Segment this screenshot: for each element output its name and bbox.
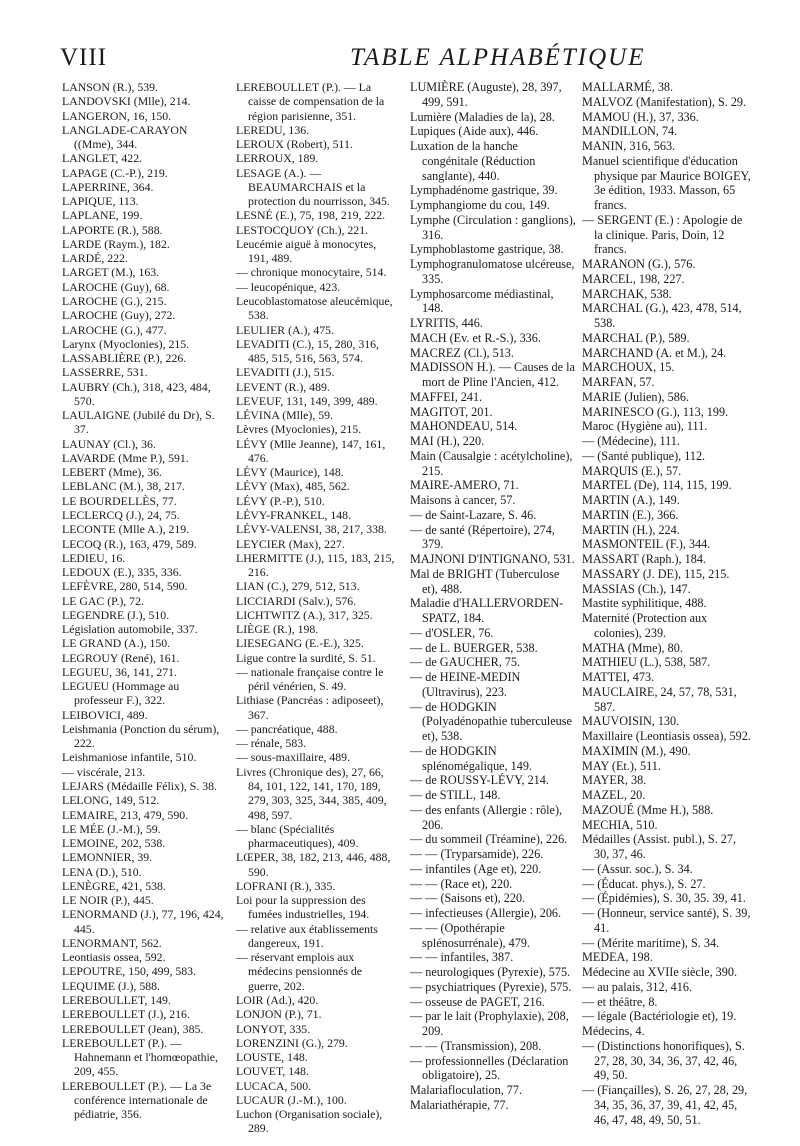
index-entry: — — (Transmission), 208. — [410, 1038, 542, 1053]
index-entry: LORENZINI (G.), 279. — [236, 1035, 348, 1050]
index-entry: MALLARMÉ, 38. — [582, 80, 674, 94]
index-entry: LÉVY (Max), 485, 562. — [236, 479, 350, 494]
index-entry: MAFFEI, 241. — [410, 389, 483, 404]
index-entry: LIAN (C.), 279, 512, 513. — [236, 579, 360, 594]
index-entry: LONYOT, 335. — [236, 1021, 311, 1036]
index-entry: MARTIN (H.), 224. — [582, 522, 680, 537]
index-entry: LANGLADE-CARAYON ((Mme), 344. — [62, 122, 188, 152]
index-entry: — — (Tryparsamide), 226. — [410, 847, 544, 861]
index-entry: — sous-maxillaire, 489. — [236, 750, 351, 765]
index-entry: LASSERRE, 531. — [62, 365, 148, 380]
index-entry: LARGET (M.), 163. — [62, 265, 160, 280]
index-entry: MAGITOT, 201. — [410, 404, 493, 419]
index-entry: LEPOUTRE, 150, 499, 583. — [62, 964, 197, 979]
index-entry: — rénale, 583. — [236, 736, 307, 751]
index-entry: Lithiase (Pancréas : adiposeet), 367. — [236, 693, 384, 722]
index-entry: LÉVINA (Mlle), 59. — [236, 408, 333, 423]
index-entry: MAI (H.), 220. — [410, 434, 485, 448]
index-entry: — de HEINE-MEDIN (Ultravirus), 223. — [410, 670, 521, 699]
index-entry: LÉVY-VALENSI, 38, 217, 338. — [236, 522, 387, 537]
index-entry: Médecins, 4. — [582, 1024, 645, 1038]
index-entry: LANGLET, 422. — [62, 151, 143, 166]
index-entry: MAMOU (H.), 37, 336. — [582, 109, 699, 124]
index-entry: LEREBOULLET (P.). — Hahnemann et l'homœopathie, 209, 455. — [62, 1035, 218, 1079]
index-entry: LAROCHE (Guy), 68. — [62, 279, 170, 294]
index-entry: LOUVET, 148. — [236, 1064, 309, 1079]
index-entry: — de L. BUERGER, 538. — [410, 640, 538, 655]
index-entry: MADISSON H.). — Causes de la mort de Pline l'Ancien, 412. — [410, 360, 575, 389]
index-entry: Médecine au XVIIe siècle, 390. — [582, 965, 737, 979]
index-entry: MASMONTEIL (F.), 344. — [582, 537, 711, 552]
index-entry: — (Éducat. phys.), S. 27. — [582, 876, 706, 891]
index-entry: LAROCHE (G.), 215. — [62, 293, 167, 308]
index-entry: Leontiasis ossea, 592. — [62, 950, 166, 965]
index-entry: MAJNONI D'INTIGNANO, 531. — [410, 552, 575, 566]
index-entry: MARIE (Julien), 586. — [582, 389, 689, 404]
index-entry: LEVEUF, 131, 149, 399, 489. — [236, 393, 378, 408]
index-entry: MARFAN, 57. — [582, 375, 655, 389]
index-entry: Ligue contre la surdité, S. 51. — [236, 650, 376, 665]
page-title: TABLE ALPHABÉTIQUE — [350, 44, 646, 71]
index-entry: LANDOVSKI (Mlle), 214. — [62, 94, 191, 109]
index-entry: — — (Opothérapie splénosurrénale), 479. — [410, 920, 530, 950]
index-entry: — au palais, 312, 416. — [582, 979, 693, 994]
index-entry: MARCHAND (A. et M.), 24. — [582, 345, 727, 360]
index-entry: LAVARDE (Mme P.), 591. — [62, 450, 189, 465]
index-entry: LEREBOULLET (J.), 216. — [62, 1007, 190, 1022]
index-entry: LUCACA, 500. — [236, 1078, 312, 1093]
index-entry: — (Assur. soc.), S. 34. — [582, 861, 693, 876]
index-entry: Lupiques (Aide aux), 446. — [410, 124, 539, 139]
index-entry: LEROUX (Robert), 511. — [236, 137, 353, 152]
index-entry: MARQUIS (E.), 57. — [582, 463, 682, 478]
index-entry: MATHA (Mme), 80. — [582, 640, 683, 655]
index-entry: LEQUIME (J.), 588. — [62, 978, 160, 993]
index-entry: Médailles (Assist. publ.), S. 27, 30, 37, 46. — [582, 832, 737, 861]
index-entry: MARCHAK, 538. — [582, 286, 672, 301]
index-entry: LUCAUR (J.-M.), 100. — [236, 1092, 347, 1107]
index-entry: LIESEGANG (E.-E.), 325. — [236, 636, 364, 651]
index-entry: MASSART (Raph.), 184. — [582, 552, 706, 566]
index-entry: — de santé (Répertoire), 274, 379. — [410, 522, 555, 552]
index-entry: MACH (Ev. et R.-S.), 336. — [410, 330, 541, 345]
index-entry: LEVADITI (C.), 15, 280, 316, 485, 515, 516, 563, 574. — [236, 336, 379, 366]
index-entry: LEDOUX (E.), 335, 336. — [62, 565, 182, 580]
index-entry: LUMIÈRE (Auguste), 28, 397, 499, 591. — [410, 80, 562, 109]
index-entry: MASSIAS (Ch.), 147. — [582, 581, 691, 596]
index-entry: — de HODGKIN (Polyadénopathie tuberculeuse et), 538. — [410, 699, 572, 743]
index-entry: LENÈGRE, 421, 538. — [62, 878, 166, 893]
index-entry: MARINESCO (G.), 113, 199. — [582, 404, 729, 419]
index-entry: — (Honneur, service santé), S. 39, 41. — [582, 906, 751, 935]
index-entry: — (Épidémies), S. 30, 35. 39, 41. — [582, 891, 746, 906]
index-entry: MAXIMIN (M.), 490. — [582, 743, 691, 758]
index-entry: LEMAIRE, 213, 479, 590. — [62, 807, 189, 822]
index-entry: MAZEL, 20. — [582, 788, 646, 802]
index-entry: LÉVY (Maurice), 148. — [236, 465, 344, 480]
index-entry: MATHIEU (L.), 538, 587. — [582, 655, 711, 670]
index-entry: LAULAIGNE (Jubilé du Dr), S. 37. — [62, 408, 215, 437]
index-entry: LELONG, 149, 512. — [62, 793, 160, 808]
index-entry: MARCHAL (P.), 589. — [582, 330, 690, 345]
index-entry: — de Saint-Lazare, S. 46. — [410, 507, 537, 522]
index-entry: MARTIN (A.), 149. — [582, 493, 680, 507]
index-entry: Malariafloculation, 77. — [410, 1083, 523, 1097]
index-entry: LEMOINE, 202, 538. — [62, 836, 166, 851]
index-entry: Mal de BRIGHT (Tuberculose et), 488. — [410, 566, 560, 596]
index-entry: MATTEI, 473. — [582, 670, 655, 684]
index-entry: LAPERRINE, 364. — [62, 179, 154, 194]
index-entry: — SERGENT (E.) : Apologie de la clinique. Paris, Doin, 12 francs. — [582, 212, 743, 257]
index-entry: Larynx (Myoclonies), 215. — [62, 336, 190, 351]
index-entry: Leishmania (Ponction du sérum), 222. — [62, 721, 220, 751]
index-entry: MARTIN (E.), 366. — [582, 507, 679, 522]
index-entry: LEBLANC (M.), 38, 217. — [62, 479, 185, 494]
index-entry: — et théâtre, 8. — [582, 994, 658, 1009]
index-entry: LICCIARDI (Salv.), 576. — [236, 593, 357, 608]
index-entry: — par le lait (Prophylaxie), 208, 209. — [410, 1009, 569, 1038]
index-entry: LENORMAND (J.), 77, 196, 424, 445. — [62, 907, 224, 936]
index-entry: MARCHAL (G.), 423, 478, 514, 538. — [582, 301, 742, 330]
index-entry: LEGUEU, 36, 141, 271. — [62, 664, 178, 679]
index-entry: LEJARS (Médaille Félix), S. 38. — [62, 779, 217, 794]
index-entry: MECHIA, 510. — [582, 817, 658, 832]
index-entry: — de STILL, 148. — [410, 788, 501, 802]
index-entry: LYRITIS, 446. — [410, 316, 483, 330]
index-entry: LESNÉ (E.), 75, 198, 219, 222. — [236, 208, 386, 223]
index-entry: MANIN, 316, 563. — [582, 139, 676, 153]
index-entry: LERROUX, 189. — [236, 151, 319, 166]
index-entry: LOIR (Ad.), 420. — [236, 993, 319, 1007]
index-entry: LASSABLIÈRE (P.), 226. — [62, 351, 187, 366]
index-entry: MAYER, 38. — [582, 773, 647, 788]
index-entry: LANSON (R.), 539. — [62, 80, 159, 94]
index-entry: LANGERON, 16, 150. — [62, 108, 172, 123]
index-entry: MEDEA, 198. — [582, 950, 653, 965]
index-entry: Lèvres (Myoclonies), 215. — [236, 422, 362, 437]
index-entry: Leucoblastomatose aleucémique, 538. — [236, 293, 393, 323]
index-entry: — nationale française contre le péril vénérien, S. 49. — [236, 664, 384, 694]
index-entry: — de HODGKIN splénomégalique, 149. — [410, 743, 533, 773]
index-entry: LŒPER, 38, 182, 213, 446, 488, 590. — [236, 850, 391, 879]
index-entry: Lymphoblastome gastrique, 38. — [410, 242, 564, 257]
page-number: VIII — [60, 44, 108, 71]
index-entry: — infectieuses (Allergie), 206. — [410, 906, 562, 920]
index-entry: Leishmaniose infantile, 510. — [62, 750, 197, 765]
index-entry: — (Santé publique), 112. — [582, 448, 706, 463]
index-entry: LONJON (P.), 71. — [236, 1007, 322, 1022]
index-entry: LAPAGE (C.-P.), 219. — [62, 165, 168, 180]
index-entry: LEMONNIER, 39. — [62, 850, 153, 865]
index-entry: MARCHOUX, 15. — [582, 360, 675, 375]
index-entry: LE BOURDELLÈS, 77. — [62, 493, 177, 508]
index-entry: Lymphe (Circulation : ganglions), 316. — [410, 212, 576, 242]
index-entry: — du sommeil (Tréamine), 226. — [410, 832, 568, 847]
index-entry: MAY (Et.), 511. — [582, 758, 661, 773]
index-entry: Luchon (Organisation sociale), 289. — [236, 1107, 383, 1136]
index-entry: LEVADITI (J.), 515. — [236, 365, 335, 380]
index-entry: Mastite syphilitique, 488. — [582, 596, 707, 611]
index-entry: LEGUEU (Hommage au professeur F.), 322. — [62, 679, 180, 708]
index-entry: LE GRAND (A.), 150. — [62, 636, 171, 651]
index-column-4 — [582, 80, 752, 1127]
index-column-1 — [62, 80, 224, 1121]
index-entry: MARTEL (De), 114, 115, 199. — [582, 478, 732, 493]
index-entry: LE NOIR (P.), 445. — [62, 893, 154, 908]
index-entry: — d'OSLER, 76. — [410, 625, 494, 640]
index-entry: — — (Race et), 220. — [410, 876, 513, 891]
index-entry: — neurologiques (Pyrexie), 575. — [410, 965, 571, 979]
index-entry: — psychiatriques (Pyrexie), 575. — [410, 979, 572, 994]
index-entry: — (Fiançailles), S. 26, 27, 28, 29, 34, 35, 36, 37, 39, 41, 42, 45, 46, 47, 48, 49, 50, 51. — [582, 1083, 748, 1127]
index-entry: LHERMITTE (J.), 115, 183, 215, 216. — [236, 550, 395, 580]
index-entry: LAPLANE, 199. — [62, 208, 143, 223]
index-entry: MARCEL, 198, 227. — [582, 271, 685, 286]
index-entry: LEREBOULLET (Jean), 385. — [62, 1021, 204, 1036]
index-entry: LE MÉE (J.-M.), 59. — [62, 821, 161, 836]
index-entry: LENA (D.), 510. — [62, 864, 142, 879]
index-entry: LICHTWITZ (A.), 317, 325. — [236, 607, 373, 622]
index-entry: LARDE (Raym.), 182. — [62, 236, 170, 251]
index-entry: LECOQ (R.), 163, 479, 589. — [62, 536, 197, 551]
index-entry: LEGENDRE (J.), 510. — [62, 607, 170, 622]
index-entry: LESTOCQUOY (Ch.), 221. — [236, 222, 369, 237]
index-entry: — de ROUSSY-LÉVY, 214. — [410, 773, 549, 788]
index-entry: LECLERCQ (J.), 24, 75. — [62, 507, 180, 522]
index-entry: Législation automobile, 337. — [62, 622, 198, 637]
index-entry: — (Distinctions honorifiques), S. 27, 28, 30, 34, 36, 37, 42, 46, 49, 50. — [582, 1038, 745, 1083]
index-entry: — pancréatique, 488. — [236, 721, 338, 736]
index-entry: MANDILLON, 74. — [582, 124, 678, 139]
index-entry: LEGROUY (René), 161. — [62, 650, 180, 665]
index-entry: — osseuse de PAGET, 216. — [410, 994, 545, 1009]
index-entry: MASSARY (J. DE), 115, 215. — [582, 566, 730, 581]
index-entry: MAUVOISIN, 130. — [582, 714, 680, 729]
index-entry: LAUBRY (Ch.), 318, 423, 484, 570. — [62, 379, 211, 408]
index-entry: LEFÈVRE, 280, 514, 590. — [62, 579, 188, 594]
index-entry: — — (Saisons et), 220. — [410, 891, 526, 906]
index-entry: LAROCHE (Guy), 272. — [62, 308, 176, 323]
index-entry: Lumière (Maladies de la), 28. — [410, 109, 555, 124]
index-entry: — leucopénique, 423. — [236, 279, 341, 294]
index-entry: LESAGE (A.). — BEAUMARCHAIS et la protection du nourrisson, 345. — [236, 165, 390, 209]
index-column-3 — [410, 80, 576, 1113]
index-column-2 — [236, 80, 398, 1136]
index-entry: Malariathérapie, 77. — [410, 1097, 509, 1112]
index-entry: Lymphosarcome médiastinal, 148. — [410, 286, 554, 316]
index-entry: — infantiles (Age et), 220. — [410, 861, 542, 876]
index-entry: LENORMANT, 562. — [62, 935, 162, 950]
index-entry: MALVOZ (Manifestation), S. 29. — [582, 94, 747, 109]
index-entry: — réservant emplois aux médecins pensionnés de guerre, 202. — [236, 950, 363, 993]
index-entry: Lymphogranulomatose ulcéreuse, 335. — [410, 257, 575, 286]
page-header — [60, 40, 750, 80]
index-entry: MARANON (G.), 576. — [582, 257, 696, 271]
index-entry: Maxillaire (Leontiasis ossea), 592. — [582, 729, 751, 743]
index-entry: Maisons à cancer, 57. — [410, 493, 516, 507]
index-entry: Lymphadénome gastrique, 39. — [410, 183, 558, 198]
index-entry: LEREBOULLET (P.). — La 3e conférence internationale de pédiatrie, 356. — [62, 1078, 212, 1122]
index-entry: LAPORTE (R.), 588. — [62, 222, 163, 237]
index-entry: Maroc (Hygiène au), 111. — [582, 419, 708, 434]
index-entry: LÉVY (P.-P.), 510. — [236, 493, 325, 508]
index-entry: MAIRE-AMERO, 71. — [410, 478, 519, 493]
index-entry: — blanc (Spécialités pharmaceutiques), 409. — [236, 821, 359, 851]
index-entry: LÉVY (Mlle Jeanne), 147, 161, 476. — [236, 436, 386, 465]
index-entry: LEIBOVICI, 489. — [62, 707, 148, 722]
index-entry: Luxation de la hanche congénitale (Réduction sanglante), 440. — [410, 139, 536, 183]
index-entry: Main (Causalgie : acétylcholine), 215. — [410, 448, 573, 478]
index-entry: LARDÉ, 222. — [62, 251, 128, 266]
index-entry: — viscérale, 213. — [62, 764, 146, 779]
index-entry: — professionnelles (Déclaration obligatoire), 25. — [410, 1053, 569, 1083]
index-entry: Maternité (Protection aux colonies), 239. — [582, 611, 708, 640]
index-entry: LEULIER (A.), 475. — [236, 322, 334, 337]
index-entry: MAZOUÉ (Mme H.), 588. — [582, 802, 714, 817]
index-entry: Manuel scientifique d'éducation physique par Maurice BOIGEY, 3e édition, 1933. Masson, 65 francs. — [582, 153, 751, 212]
index-entry: — chronique monocytaire, 514. — [236, 265, 387, 280]
index-entry: — de GAUCHER, 75. — [410, 655, 521, 670]
index-entry: — des enfants (Allergie : rôle), 206. — [410, 802, 563, 832]
index-entry: — — infantiles, 387. — [410, 950, 514, 965]
index-entry: LÉVY-FRANKEL, 148. — [236, 507, 352, 522]
index-entry: LEREBOULLET (P.). — La caisse de compensation de la région parisienne, 351. — [236, 80, 385, 123]
index-entry: LEDIEU, 16. — [62, 550, 126, 565]
index-entry: Loi pour la suppression des fumées industrielles, 194. — [236, 893, 370, 922]
index-entry: LIÈGE (R.), 198. — [236, 622, 319, 637]
index-entry: MAUCLAIRE, 24, 57, 78, 531, 587. — [582, 684, 737, 714]
index-entry: LE GAC (P.), 72. — [62, 593, 144, 608]
index-entry: LOFRANI (R.), 335. — [236, 878, 336, 893]
index-entry: LEVENT (R.), 489. — [236, 379, 330, 394]
index-entry: — légale (Bactériologie et), 19. — [582, 1009, 737, 1024]
index-entry: Leucémie aiguë à monocytes, 191, 489. — [236, 236, 377, 266]
index-entry: LEBERT (Mme), 36. — [62, 465, 162, 480]
index-entry: Livres (Chronique des), 27, 66, 84, 101, 122, 141, 170, 189, 279, 303, 325, 344, 385, 409, 498, 597. — [236, 764, 387, 822]
index-entry: LEYCIER (Max), 227. — [236, 536, 345, 551]
index-entry: MACREZ (Cl.), 513. — [410, 345, 514, 360]
index-entry: — (Médecine), 111. — [582, 434, 680, 448]
index-entry: LECONTE (Mlle A.), 219. — [62, 522, 190, 537]
index-entry: LAUNAY (Cl.), 36. — [62, 436, 156, 451]
index-entry: LOUSTE, 148. — [236, 1050, 308, 1065]
index-entry: — (Mérite maritime), S. 34. — [582, 935, 720, 950]
index-entry: — relative aux établissements dangereux, 191. — [236, 921, 378, 950]
index-entry: LEREBOULLET, 149. — [62, 993, 171, 1007]
index-entry: LAPIQUE, 113. — [62, 194, 139, 209]
index-entry: Lymphangiome du cou, 149. — [410, 198, 550, 212]
index-entry: Maladie d'HALLERVORDEN-SPATZ, 184. — [410, 596, 564, 625]
index-entry: LAROCHE (G.), 477. — [62, 322, 167, 337]
index-entry: LEREDU, 136. — [236, 122, 310, 137]
index-entry: MAHONDEAU, 514. — [410, 419, 518, 434]
